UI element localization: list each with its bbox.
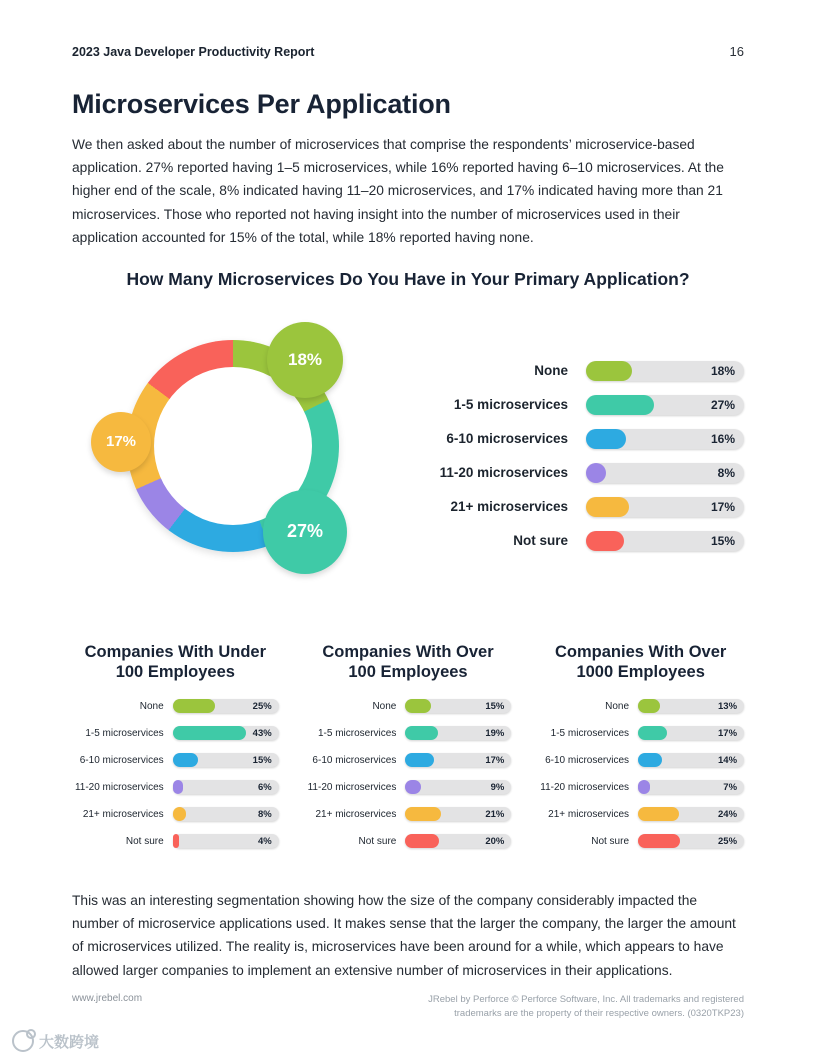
bar-value: 25%	[252, 700, 272, 712]
bar-category-label: Not sure	[125, 835, 164, 847]
bar-category-label: 21+ microservices	[82, 808, 164, 820]
page-header	[72, 44, 744, 59]
bar-category-label: 11-20 microservices	[540, 781, 630, 793]
footer-site-link[interactable]: www.jrebel.com	[72, 992, 143, 1004]
bar-row	[417, 497, 744, 517]
bar-fill	[638, 726, 667, 740]
bar-fill	[173, 753, 198, 767]
bar-category-label: None	[139, 700, 164, 712]
bar-value: 18%	[710, 363, 735, 378]
bar-category-label: 1-5 microservices	[317, 727, 397, 739]
bar-fill	[405, 753, 434, 767]
segment-title: Companies With Over 100 Employees	[322, 642, 494, 682]
bar-category-label: 6-10 microservices	[312, 754, 397, 766]
segment-over-1000	[537, 642, 744, 861]
main-chart	[72, 302, 744, 600]
segment-charts	[72, 642, 744, 861]
bar-row	[537, 753, 744, 767]
bar-track	[405, 780, 511, 794]
bar-value: 24%	[718, 808, 738, 820]
page-number: 16	[729, 44, 744, 59]
bar-track	[173, 726, 279, 740]
bar-track	[638, 834, 744, 848]
bar-row	[417, 531, 744, 551]
bar-track	[586, 361, 744, 381]
bar-category-label: 21+ microservices	[450, 499, 568, 515]
bar-track	[586, 531, 744, 551]
donut-callout-left: 17%	[91, 412, 151, 472]
bar-track	[173, 780, 279, 794]
bar-row	[72, 780, 279, 794]
bar-category-label: 6-10 microservices	[446, 431, 568, 447]
bar-track	[405, 699, 511, 713]
bar-fill	[405, 780, 420, 794]
bar-value: 15%	[252, 754, 272, 766]
bar-track	[586, 429, 744, 449]
bar-row	[72, 834, 279, 848]
bar-category-label: None	[534, 363, 568, 379]
footer-legal	[428, 993, 744, 1022]
bar-row	[305, 807, 512, 821]
bar-value: 14%	[718, 754, 738, 766]
segment-title: Companies With Over 1000 Employees	[555, 642, 727, 682]
bar-fill	[638, 834, 680, 848]
bar-category-label: 21+ microservices	[548, 808, 630, 820]
bar-category-label: 11-20 microservices	[439, 465, 568, 481]
bar-fill	[638, 807, 679, 821]
bar-category-label: 21+ microservices	[315, 808, 397, 820]
watermark	[12, 1030, 99, 1052]
bar-category-label: Not sure	[591, 835, 630, 847]
segment-bars	[72, 699, 279, 848]
donut-callout-top-right: 18%	[267, 322, 343, 398]
bar-category-label: 6-10 microservices	[545, 754, 630, 766]
bar-fill	[586, 429, 626, 449]
section-title: Microservices Per Application	[72, 89, 451, 119]
donut-chart	[72, 302, 417, 600]
bar-value: 25%	[718, 835, 738, 847]
intro-paragraph: We then asked about the number of microservices that comprise the respondents’ microservice-based application. 27% reported having 1–5 microservices, while 16% reported having 6–10 microservices. At the higher end of the scale, 8% indicated having 11–20 microservices, and 17% indicated having more than 21 microservices. Those who reported not having insight into the number of microservices used in their application accounted for 15% of the total, while 18% reported having none.	[72, 137, 724, 245]
footer-legal-line1: JRebel by Perforce © Perforce Software, Inc. All trademarks and registered	[428, 993, 744, 1005]
segment-title: Companies With Under 100 Employees	[84, 642, 267, 682]
segment-bars	[537, 699, 744, 848]
bar-fill	[405, 834, 439, 848]
bar-track	[405, 834, 511, 848]
bar-value: 8%	[257, 808, 272, 820]
bar-value: 27%	[710, 397, 735, 412]
bar-track	[638, 807, 744, 821]
bar-row	[417, 429, 744, 449]
bar-fill	[638, 753, 662, 767]
closing-paragraph: This was an interesting segmentation showing how the size of the company considerably impacted the number of microservice applications used. It makes sense that the larger the company, the larger the amount of microservices utilized. The reality is, microservices have been around for a while, which appears to have allowed larger companies to implement an extensive number of microservices in their applications.	[72, 893, 736, 978]
bar-fill	[586, 361, 632, 381]
bar-track	[405, 726, 511, 740]
bar-fill	[405, 726, 437, 740]
bar-track	[586, 463, 744, 483]
bar-value: 6%	[257, 781, 272, 793]
bar-track	[638, 699, 744, 713]
segment-over-100	[305, 642, 512, 861]
bar-row	[537, 726, 744, 740]
bar-category-label: None	[372, 700, 397, 712]
footer-legal-line2: trademarks are the property of their respective owners. (0320TKP23)	[454, 1008, 744, 1020]
bar-fill	[173, 726, 246, 740]
bar-value: 19%	[485, 727, 505, 739]
bar-track	[173, 834, 279, 848]
donut-bar-legend	[417, 337, 744, 565]
bar-track	[173, 807, 279, 821]
bar-track	[586, 497, 744, 517]
bar-row	[305, 699, 512, 713]
watermark-text: 大数跨境	[39, 1033, 100, 1051]
bar-fill	[405, 807, 441, 821]
page-footer	[72, 993, 744, 1022]
bar-row	[72, 699, 279, 713]
bar-category-label: 1-5 microservices	[453, 397, 568, 413]
bar-value: 7%	[723, 781, 738, 793]
bar-fill	[173, 780, 183, 794]
bar-track	[638, 726, 744, 740]
bar-fill	[173, 699, 215, 713]
bar-fill	[586, 395, 654, 415]
bar-row	[72, 807, 279, 821]
bar-row	[417, 463, 744, 483]
watermark-logo-icon	[12, 1030, 34, 1052]
report-title: 2023 Java Developer Productivity Report	[72, 45, 315, 59]
bar-value: 17%	[718, 727, 738, 739]
bar-row	[417, 361, 744, 381]
bar-fill	[405, 699, 430, 713]
bar-fill	[638, 780, 650, 794]
bar-value: 9%	[490, 781, 505, 793]
bar-row	[417, 395, 744, 415]
segment-bars	[305, 699, 512, 848]
chart-title: How Many Microservices Do You Have in Your Primary Application?	[126, 268, 690, 289]
bar-row	[305, 753, 512, 767]
bar-category-label: Not sure	[358, 835, 397, 847]
bar-value: 15%	[710, 533, 735, 548]
bar-value: 20%	[485, 835, 505, 847]
bar-track	[173, 753, 279, 767]
bar-row	[305, 834, 512, 848]
bar-fill	[586, 463, 606, 483]
segment-under-100	[72, 642, 279, 861]
bar-row	[72, 753, 279, 767]
bar-category-label: 1-5 microservices	[85, 727, 164, 739]
bar-value: 17%	[710, 499, 735, 514]
bar-category-label: 1-5 microservices	[550, 727, 630, 739]
bar-row	[305, 780, 512, 794]
bar-category-label: Not sure	[513, 533, 568, 549]
bar-value: 43%	[252, 727, 272, 739]
bar-category-label: 6-10 microservices	[79, 754, 164, 766]
bar-category-label: 11-20 microservices	[307, 781, 397, 793]
bar-value: 21%	[485, 808, 505, 820]
bar-value: 17%	[485, 754, 505, 766]
bar-value: 16%	[710, 431, 735, 446]
bar-value: 4%	[257, 835, 272, 847]
donut-callout-bottom: 27%	[263, 490, 347, 574]
bar-row	[305, 726, 512, 740]
bar-fill	[173, 807, 187, 821]
bar-track	[586, 395, 744, 415]
bar-track	[173, 699, 279, 713]
bar-row	[72, 726, 279, 740]
bar-category-label: 11-20 microservices	[74, 781, 164, 793]
bar-track	[638, 753, 744, 767]
bar-track	[405, 807, 511, 821]
bar-row	[537, 834, 744, 848]
bar-fill	[586, 531, 624, 551]
bar-fill	[586, 497, 629, 517]
bar-category-label: None	[605, 700, 630, 712]
bar-fill	[638, 699, 660, 713]
bar-row	[537, 699, 744, 713]
bar-row	[537, 807, 744, 821]
bar-fill	[173, 834, 180, 848]
bar-value: 8%	[717, 465, 735, 480]
bar-value: 13%	[718, 700, 738, 712]
bar-row	[537, 780, 744, 794]
bar-value: 15%	[485, 700, 505, 712]
bar-track	[405, 753, 511, 767]
bar-track	[638, 780, 744, 794]
